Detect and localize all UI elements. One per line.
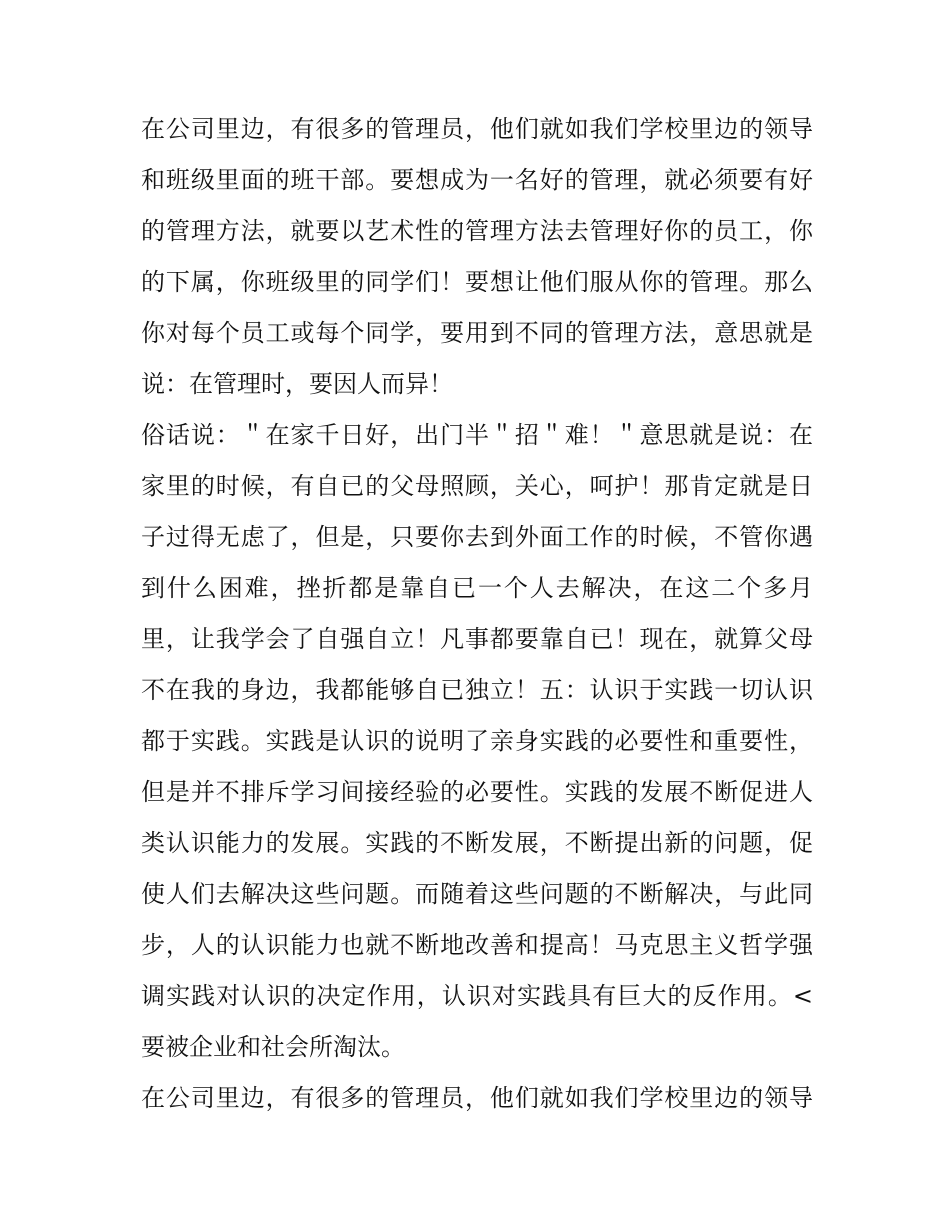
text-line: 类认识能力的发展。实践的不断发展，不断提出新的问题，促 — [141, 829, 813, 857]
text-line: 你对每个员工或每个同学，要用到不同的管理方法，意思就是 — [141, 319, 813, 347]
text-line: 说：在管理时，要因人而异！ — [141, 370, 453, 398]
text-line: 俗话说：＂在家千日好，出门半＂招＂难！＂意思就是说：在 — [141, 421, 813, 449]
text-line: 使人们去解决这些问题。而随着这些问题的不断解决，与此同 — [141, 880, 813, 908]
text-line: 要被企业和社会所淘汰。 — [141, 1033, 405, 1061]
text-line: 里，让我学会了自强自立！凡事都要靠自已！现在，就算父母 — [141, 625, 813, 653]
text-line: 到什么困难，挫折都是靠自已一个人去解决，在这二个多月 — [141, 574, 813, 602]
text-line: 调实践对认识的决定作用，认识对实践具有巨大的反作用。< — [141, 982, 813, 1010]
text-line: 在公司里边，有很多的管理员，他们就如我们学校里边的领导 — [141, 115, 813, 143]
text-line: 步，人的认识能力也就不断地改善和提高！马克思主义哲学强 — [141, 931, 813, 959]
text-line: 的下属，你班级里的同学们！要想让他们服从你的管理。那么 — [141, 268, 813, 296]
text-line: 都于实践。实践是认识的说明了亲身实践的必要性和重要性， — [141, 727, 813, 755]
body-text — [141, 104, 813, 1124]
text-line: 但是并不排斥学习间接经验的必要性。实践的发展不断促进人 — [141, 778, 813, 806]
text-line: 的管理方法，就要以艺术性的管理方法去管理好你的员工，你 — [141, 217, 813, 245]
text-line: 家里的时候，有自已的父母照顾，关心，呵护！那肯定就是日 — [141, 472, 813, 500]
text-line: 不在我的身边，我都能够自已独立！五：认识于实践一切认识 — [141, 676, 813, 704]
text-line: 在公司里边，有很多的管理员，他们就如我们学校里边的领导 — [141, 1084, 813, 1112]
text-line: 和班级里面的班干部。要想成为一名好的管理，就必须要有好 — [141, 166, 813, 194]
text-line: 子过得无虑了，但是，只要你去到外面工作的时候，不管你遇 — [141, 523, 813, 551]
